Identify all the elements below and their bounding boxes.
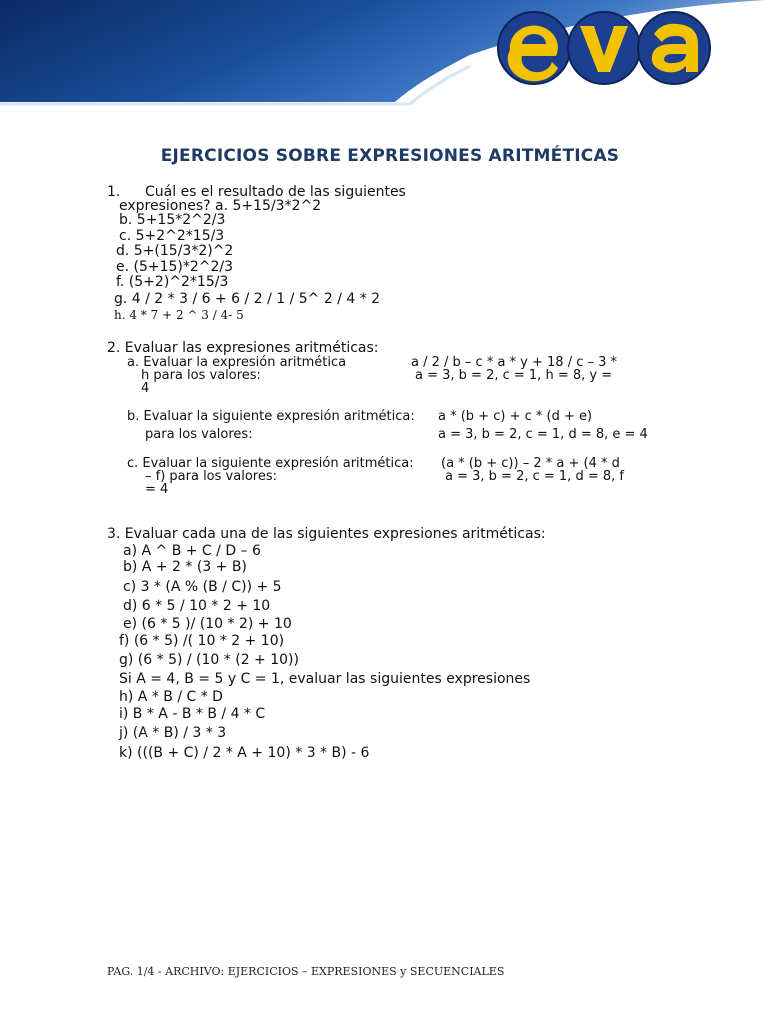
s2-heading: 2. Evaluar las expresiones aritméticas: bbox=[107, 340, 379, 356]
s2-a-line-1: a. Evaluar la expresión aritmética bbox=[127, 355, 347, 370]
s3-item-d: d) 6 * 5 / 10 * 2 + 10 bbox=[123, 598, 271, 614]
s1-item-h: h. 4 * 7 + 2 ^ 3 / 4- 5 bbox=[114, 308, 244, 322]
s1-item-g: g. 4 / 2 * 3 / 6 + 6 / 2 / 1 / 5^ 2 / 4 * 2 bbox=[114, 291, 381, 307]
s3-given-values: Si A = 4, B = 5 y C = 1, evaluar las siguientes expresiones bbox=[119, 671, 531, 687]
s3-item-e: e) (6 * 5 )/ (10 * 2) + 10 bbox=[123, 616, 292, 632]
s2-c-line-3: = 4 bbox=[145, 482, 169, 497]
s2-a-expression: a / 2 / b – c * a * y + 18 / c – 3 * bbox=[411, 355, 618, 370]
s3-heading: 3. Evaluar cada una de las siguientes expresiones aritméticas: bbox=[107, 526, 546, 542]
s1-item-e: e. (5+15)*2^2/3 bbox=[116, 259, 234, 275]
eva-logo bbox=[496, 10, 712, 86]
s3-item-h: h) A * B / C * D bbox=[119, 689, 223, 705]
s1-number: 1. bbox=[107, 184, 121, 200]
s1-item-f: f. (5+2)^2*15/3 bbox=[116, 274, 229, 290]
s2-b-values: a = 3, b = 2, c = 1, d = 8, e = 4 bbox=[438, 427, 648, 442]
s1-item-c: c. 5+2^2*15/3 bbox=[119, 228, 225, 244]
s2-c-line-2: – f) para los valores: bbox=[145, 469, 277, 484]
s1-line-2: expresiones? a. 5+15/3*2^2 bbox=[119, 198, 322, 214]
logo-letter-v bbox=[568, 12, 640, 84]
s2-b-line-2: para los valores: bbox=[145, 427, 253, 442]
page-footer: PAG. 1/4 - ARCHIVO: EJERCICIOS – EXPRESIONES y SECUENCIALES bbox=[107, 965, 505, 978]
s3-item-g: g) (6 * 5) / (10 * (2 + 10)) bbox=[119, 652, 299, 668]
s3-item-k: k) (((B + C) / 2 * A + 10) * 3 * B) - 6 bbox=[119, 745, 370, 761]
s2-c-values: a = 3, b = 2, c = 1, d = 8, f bbox=[445, 469, 624, 484]
s2-a-values: a = 3, b = 2, c = 1, h = 8, y = bbox=[415, 368, 613, 383]
logo-letter-e bbox=[498, 12, 570, 84]
s1-item-b: b. 5+15*2^2/3 bbox=[119, 212, 226, 228]
s3-item-b: b) A + 2 * (3 + B) bbox=[123, 559, 247, 575]
s2-b-line-1: b. Evaluar la siguiente expresión aritmética: bbox=[127, 409, 415, 424]
s3-item-a: a) A ^ B + C / D – 6 bbox=[123, 543, 261, 559]
s1-item-d: d. 5+(15/3*2)^2 bbox=[116, 243, 234, 259]
page-title: EJERCICIOS SOBRE EXPRESIONES ARITMÉTICAS bbox=[160, 146, 620, 166]
s2-a-line-3: 4 bbox=[141, 381, 150, 396]
s2-b-expression: a * (b + c) + c * (d + e) bbox=[438, 409, 593, 424]
s2-c-line-1: c. Evaluar la siguiente expresión aritmética: bbox=[127, 456, 414, 471]
s3-item-i: i) B * A - B * B / 4 * C bbox=[119, 706, 266, 722]
s3-item-f: f) (6 * 5) /( 10 * 2 + 10) bbox=[119, 633, 285, 649]
s1-line-1: Cuál es el resultado de las siguientes bbox=[145, 184, 406, 200]
s2-c-expression: (a * (b + c)) – 2 * a + (4 * d bbox=[441, 456, 620, 471]
s3-item-j: j) (A * B) / 3 * 3 bbox=[119, 725, 227, 741]
s3-item-c: c) 3 * (A % (B / C)) + 5 bbox=[123, 579, 282, 595]
s2-a-line-2: h para los valores: bbox=[141, 368, 261, 383]
logo-letter-a bbox=[638, 12, 710, 84]
